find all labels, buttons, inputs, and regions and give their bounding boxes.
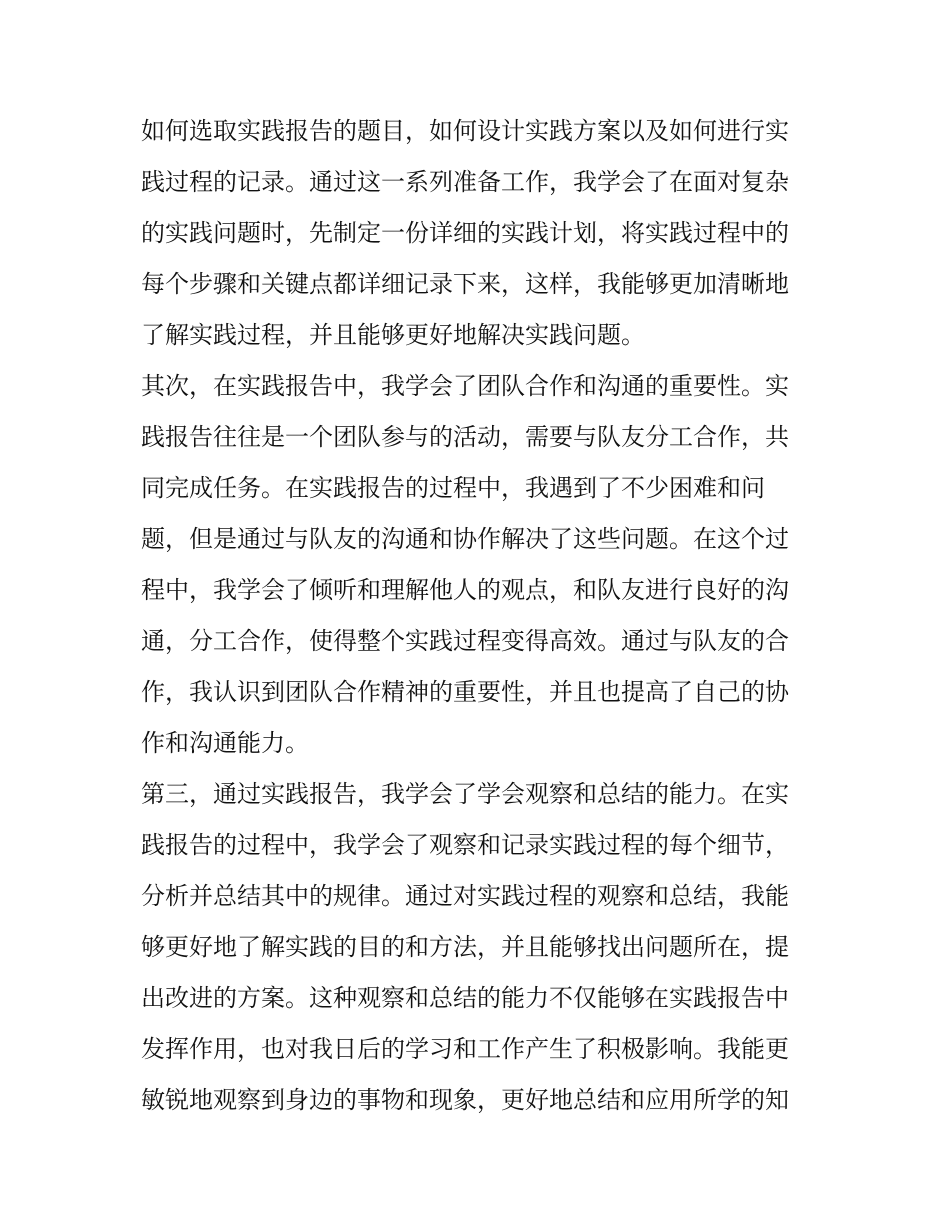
text-line: 的实践问题时，先制定一份详细的实践计划，将实践过程中的 (141, 219, 789, 247)
text-line: 同完成任务。在实践报告的过程中，我遇到了不少困难和问 (141, 474, 765, 502)
text-line: 如何选取实践报告的题目，如何设计实践方案以及如何进行实 (141, 117, 789, 145)
text-line: 每个步骤和关键点都详细记录下来，这样，我能够更加清晰地 (141, 270, 789, 298)
text-line: 作和沟通能力。 (141, 729, 309, 757)
text-line: 践过程的记录。通过这一系列准备工作，我学会了在面对复杂 (141, 168, 789, 196)
text-line: 够更好地了解实践的目的和方法，并且能够找出问题所在，提 (141, 933, 789, 961)
text-line: 发挥作用，也对我日后的学习和工作产生了积极影响。我能更 (141, 1035, 789, 1063)
body-text (141, 106, 813, 1126)
text-line: 践报告的过程中，我学会了观察和记录实践过程的每个细节， (141, 831, 789, 859)
text-line: 践报告往往是一个团队参与的活动，需要与队友分工合作，共 (141, 423, 789, 451)
text-line: 通，分工合作，使得整个实践过程变得高效。通过与队友的合 (141, 627, 789, 655)
text-line: 程中，我学会了倾听和理解他人的观点，和队友进行良好的沟 (141, 576, 789, 604)
text-line: 其次，在实践报告中，我学会了团队合作和沟通的重要性。实 (141, 372, 789, 400)
text-line: 敏锐地观察到身边的事物和现象，更好地总结和应用所学的知 (141, 1086, 789, 1114)
text-line: 作，我认识到团队合作精神的重要性，并且也提高了自己的协 (141, 678, 789, 706)
text-line: 分析并总结其中的规律。通过对实践过程的观察和总结，我能 (141, 882, 789, 910)
text-line: 题，但是通过与队友的沟通和协作解决了这些问题。在这个过 (141, 525, 789, 553)
text-line: 了解实践过程，并且能够更好地解决实践问题。 (141, 321, 645, 349)
text-line: 出改进的方案。这种观察和总结的能力不仅能够在实践报告中 (141, 984, 789, 1012)
text-line: 第三，通过实践报告，我学会了学会观察和总结的能力。在实 (141, 780, 789, 808)
